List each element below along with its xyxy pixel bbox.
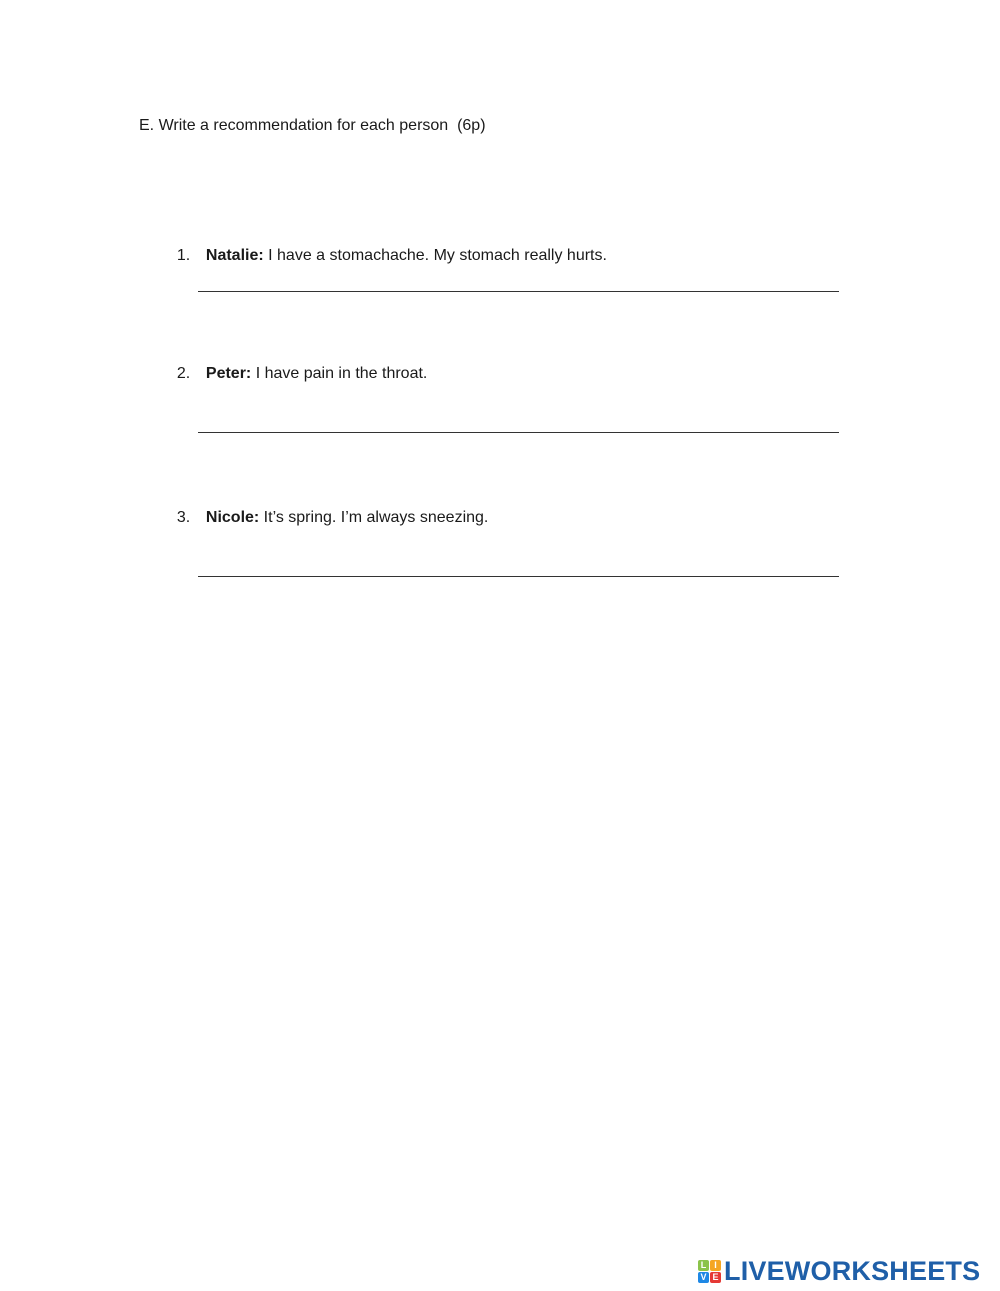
logo-letter-e: E: [710, 1272, 721, 1283]
logo-letter-v: V: [698, 1272, 709, 1283]
answer-field-3[interactable]: [198, 551, 839, 577]
answer-line-2: [198, 432, 839, 433]
answer-field-2[interactable]: [198, 407, 839, 433]
answer-line-3: [198, 576, 839, 577]
logo-wordmark: LIVEWORKSHEETS: [724, 1255, 981, 1286]
instruction-heading: E. Write a recommendation for each person (6p): [139, 117, 486, 134]
person-name: Peter:: [205, 365, 252, 382]
question-item-2: [168, 344, 427, 384]
complaint-text: I have pain in the throat.: [251, 365, 428, 382]
person-name: Nicole:: [205, 509, 260, 526]
item-number: 2.: [176, 365, 191, 382]
logo-letter-l: L: [698, 1260, 709, 1271]
complaint-text: I have a stomachache. My stomach really hurts.: [263, 247, 607, 264]
question-item-3: [168, 488, 488, 528]
logo-icon: [698, 1260, 721, 1283]
complaint-text: It’s spring. I’m always sneezing.: [259, 509, 489, 526]
question-item-1: [168, 226, 607, 266]
item-number: 3.: [176, 509, 191, 526]
answer-field-1[interactable]: [198, 266, 839, 292]
item-number: 1.: [176, 247, 191, 264]
logo-letter-i: I: [710, 1260, 721, 1271]
person-name: Natalie:: [205, 247, 264, 264]
answer-line-1: [198, 291, 839, 292]
liveworksheets-logo: [698, 1257, 980, 1285]
